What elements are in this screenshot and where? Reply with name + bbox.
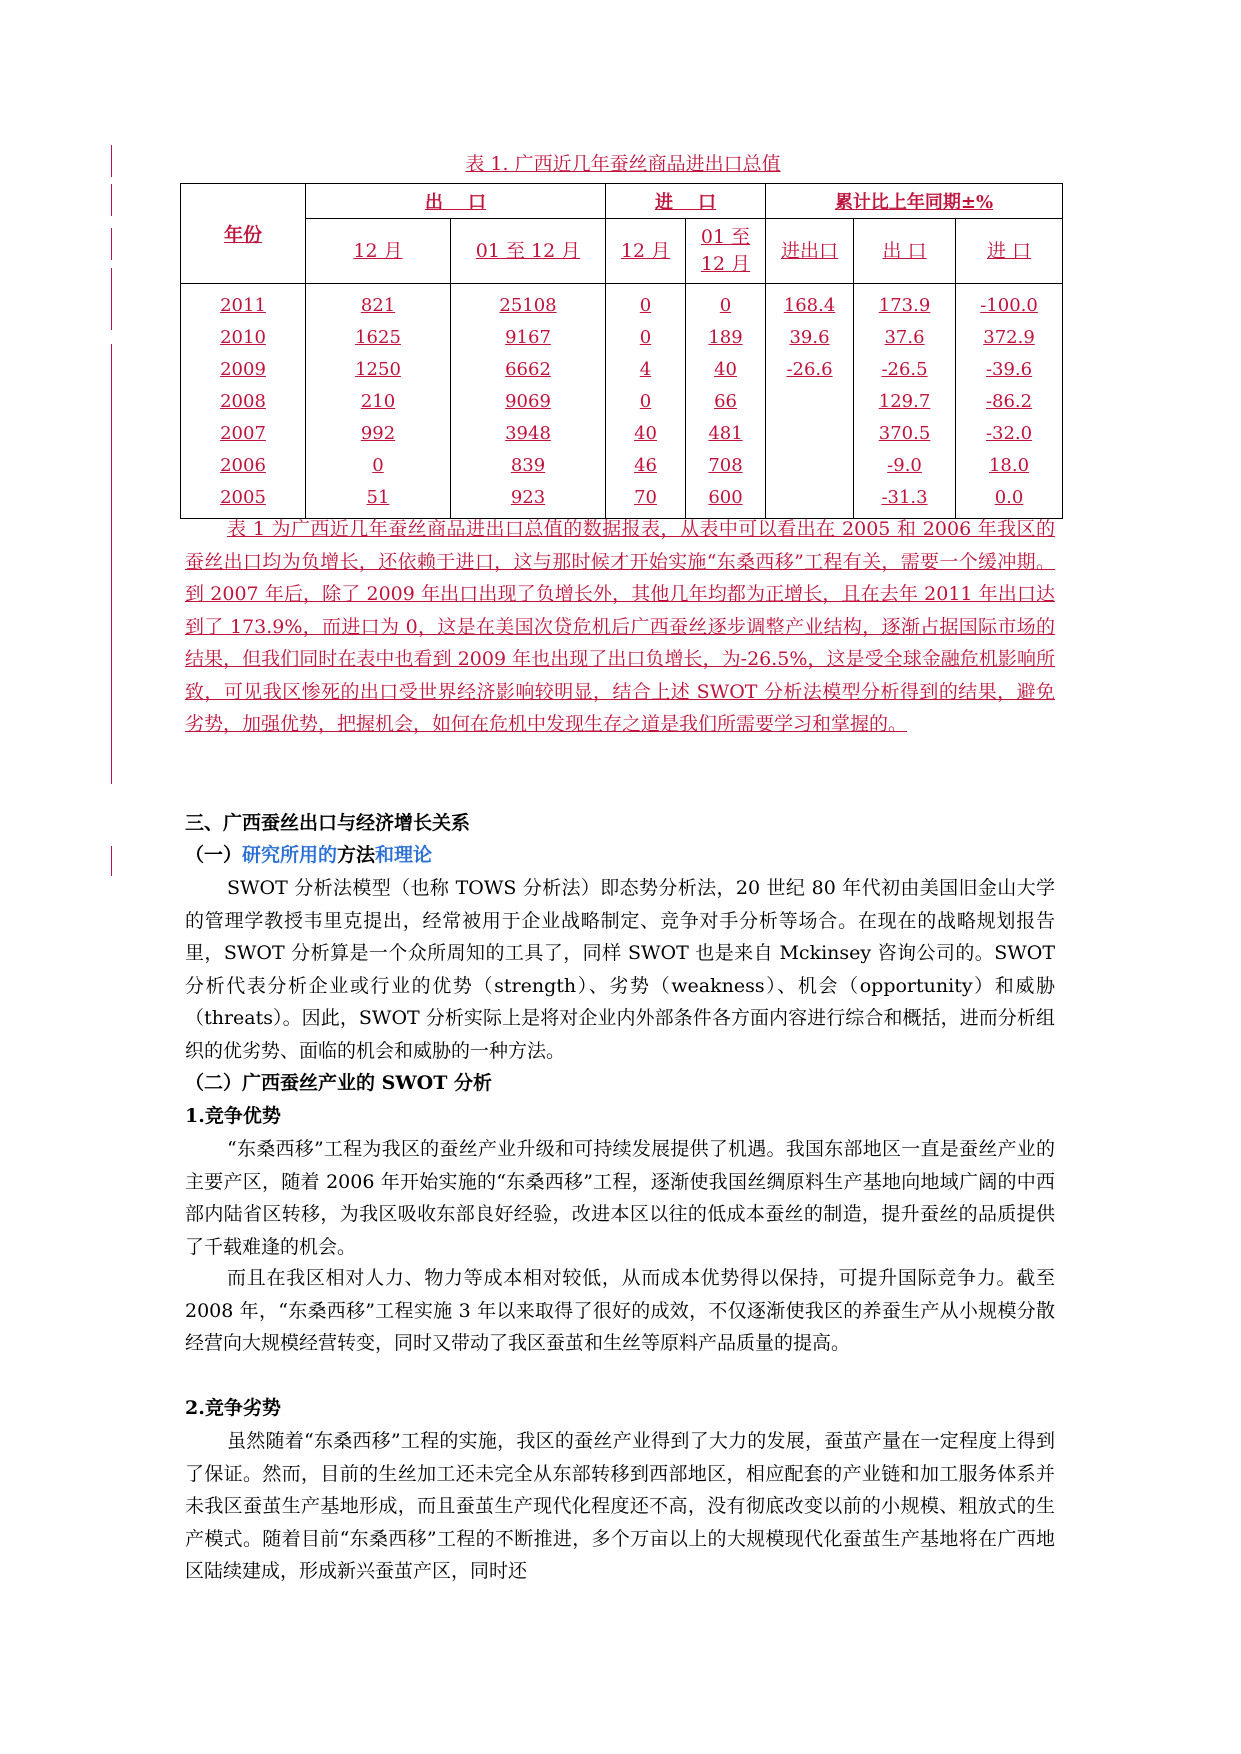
import-ytd-cell: 189 (686, 322, 766, 354)
import-dec-cell: 0 (606, 284, 686, 323)
chg-export-cell: 129.7 (854, 386, 956, 418)
chg-export-header: 出 口 (854, 219, 956, 284)
import-ytd-header-line1: 01 至 (700, 226, 751, 248)
import-dec-cell: 0 (606, 386, 686, 418)
table-row (181, 322, 1063, 354)
chg-import-cell: 18.0 (956, 450, 1063, 482)
year-header: 年份 (181, 184, 306, 284)
import-ytd-header (686, 219, 766, 284)
year-cell: 2010 (181, 322, 306, 354)
year-cell: 2008 (181, 386, 306, 418)
export-dec-cell: 1250 (306, 354, 451, 386)
export-ytd-cell: 3948 (451, 418, 606, 450)
export-ytd-header: 01 至 12 月 (451, 219, 606, 284)
export-dec-header: 12 月 (306, 219, 451, 284)
advantage-heading: 1.竞争优势 (185, 1105, 281, 1127)
import-dec-cell: 46 (606, 450, 686, 482)
advantage-paragraph-2: 而且在我区相对人力、物力等成本相对较低，从而成本优势得以保持，可提升国际竞争力。截至 2008 年，“东桑西移”工程实施 3 年以来取得了很好的成效，不仅逐渐使我区的养蚕生产从小规模分散经营向大规模经营转变，同时又带动了我区蚕茧和生丝等原料产品质量的提高。 (185, 1267, 1055, 1354)
advantage-paragraph-1: “东桑西移”工程为我区的蚕丝产业升级和可持续发展提供了机遇。我国东部地区一直是蚕丝产业的主要产区，随着 2006 年开始实施的“东桑西移”工程，逐渐使我国丝绸原料生产基地向地域广阔的中西部内陆省区转移，为我区吸收东部良好经验，改进本区以往的低成本蚕丝的制造，提升蚕丝的品质提供了千载难逢的机会。 (185, 1138, 1055, 1258)
disadvantage-heading: 2.竞争劣势 (185, 1397, 281, 1419)
heading-text: 方法 (337, 844, 376, 866)
chg-import-cell: -39.6 (956, 354, 1063, 386)
table-row (181, 386, 1063, 418)
import-ytd-cell: 481 (686, 418, 766, 450)
table-row (181, 284, 1063, 323)
export-dec-cell: 1625 (306, 322, 451, 354)
chg-total-cell: -26.6 (766, 354, 854, 386)
chg-export-cell: 370.5 (854, 418, 956, 450)
revision-bar (111, 228, 112, 260)
export-dec-cell: 51 (306, 482, 451, 519)
export-ytd-cell: 9167 (451, 322, 606, 354)
chg-import-cell: 372.9 (956, 322, 1063, 354)
heading-inserted-text: 研究所用的 (242, 844, 338, 866)
import-ytd-cell: 40 (686, 354, 766, 386)
import-dec-cell: 40 (606, 418, 686, 450)
chg-total-cell (766, 386, 854, 418)
chg-total-cell: 39.6 (766, 322, 854, 354)
trade-table (180, 183, 1063, 519)
export-ytd-cell: 923 (451, 482, 606, 519)
table-row (181, 450, 1063, 482)
export-ytd-cell: 839 (451, 450, 606, 482)
export-dec-cell: 992 (306, 418, 451, 450)
year-cell: 2006 (181, 450, 306, 482)
chg-export-cell: 173.9 (854, 284, 956, 323)
table-row (181, 354, 1063, 386)
table-analysis-paragraph: 表 1 为广西近几年蚕丝商品进出口总值的数据报表，从表中可以看出在 2005 和 2006 年我区的蚕丝出口均为负增长，还依赖于进口，这与那时候才开始实施“东桑西移”工程有关，需要一个缓冲期。到 2007 年后，除了 2009 年出口出现了负增长外，其他几年均都为正增长，且在去年 2011 年出口达到了 173.9%，而进口为 0，这是在美国次贷危机后广西蚕丝逐步调整产业结构，逐渐占据国际市场的结果，但我们同时在表中也看到 2009 年也出现了出口负增长，为-26.5%，这是受全球金融危机影响所致，可见我区惨死的出口受世界经济影响较明显，结合上述 SWOT 分析法模型分析得到的结果，避免劣势，加强优势，把握机会，如何在危机中发现生存之道是我们所需要学习和掌握的。 (185, 518, 1055, 735)
subsection-heading-swot: （二）广西蚕丝产业的 SWOT 分析 (185, 1072, 492, 1094)
import-dec-cell: 70 (606, 482, 686, 519)
swot-intro-paragraph: SWOT 分析法模型（也称 TOWS 分析法）即态势分析法，20 世纪 80 年代初由美国旧金山大学的管理学教授韦里克提出，经常被用于企业战略制定、竞争对手分析等场合。在现在的战略规划报告里，SWOT 分析算是一个众所周知的工具了，同样 SWOT 也是来自 Mckinsey 咨询公司的。SWOT 分析代表分析企业或行业的优势（strength）、劣势（weakness）、机会（opportunity）和威胁（threats）。因此，SWOT 分析实际上是将对企业内外部条件各方面内容进行综合和概括，进而分析组织的优劣势、面临的机会和威胁的一种方法。 (185, 877, 1055, 1062)
revision-bar (111, 846, 112, 876)
chg-import-header: 进 口 (956, 219, 1063, 284)
year-cell: 2005 (181, 482, 306, 519)
import-ytd-cell: 708 (686, 450, 766, 482)
heading-prefix: （一） (185, 844, 243, 866)
revision-bar (111, 344, 112, 784)
chg-total-header: 进出口 (766, 219, 854, 284)
import-ytd-cell: 0 (686, 284, 766, 323)
chg-import-cell: -32.0 (956, 418, 1063, 450)
chg-total-cell (766, 418, 854, 450)
import-dec-cell: 0 (606, 322, 686, 354)
chg-export-cell: -26.5 (854, 354, 956, 386)
revision-bar (111, 300, 112, 330)
year-cell: 2009 (181, 354, 306, 386)
export-ytd-cell: 9069 (451, 386, 606, 418)
chg-total-cell: 168.4 (766, 284, 854, 323)
revision-bar (111, 145, 112, 177)
import-header: 进 口 (606, 184, 766, 219)
import-ytd-cell: 600 (686, 482, 766, 519)
disadvantage-paragraph: 虽然随着“东桑西移”工程的实施，我区的蚕丝产业得到了大力的发展，蚕茧产量在一定程度上得到了保证。然而，目前的生丝加工还未完全从东部转移到西部地区，相应配套的产业链和加工服务体系并未我区蚕茧生产基地形成，而且蚕茧生产现代化程度还不高，没有彻底改变以前的小规模、粗放式的生产模式。随着目前“东桑西移”工程的不断推进，多个万亩以上的大规模现代化蚕茧生产基地将在广西地区陆续建成，形成新兴蚕茧产区，同时还 (185, 1430, 1055, 1582)
heading-inserted-text: 和理论 (375, 844, 433, 866)
chg-import-cell: -100.0 (956, 284, 1063, 323)
revision-bar (111, 184, 112, 216)
export-dec-cell: 210 (306, 386, 451, 418)
import-dec-cell: 4 (606, 354, 686, 386)
chg-export-cell: -9.0 (854, 450, 956, 482)
import-ytd-header-line2: 12 月 (700, 253, 751, 275)
chg-import-cell: 0.0 (956, 482, 1063, 519)
chg-export-cell: -31.3 (854, 482, 956, 519)
export-ytd-cell: 25108 (451, 284, 606, 323)
chg-export-cell: 37.6 (854, 322, 956, 354)
table-row (181, 418, 1063, 450)
export-dec-cell: 821 (306, 284, 451, 323)
chg-import-cell: -86.2 (956, 386, 1063, 418)
revision-bar (111, 268, 112, 300)
import-ytd-cell: 66 (686, 386, 766, 418)
export-dec-cell: 0 (306, 450, 451, 482)
chg-total-cell (766, 450, 854, 482)
year-cell: 2007 (181, 418, 306, 450)
import-dec-header: 12 月 (606, 219, 686, 284)
year-cell: 2011 (181, 284, 306, 323)
table-caption: 表 1. 广西近几年蚕丝商品进出口总值 (465, 153, 781, 175)
change-header: 累计比上年同期±% (766, 184, 1063, 219)
export-ytd-cell: 6662 (451, 354, 606, 386)
subsection-heading-methods (185, 840, 432, 870)
export-header: 出 口 (306, 184, 606, 219)
section-heading: 三、广西蚕丝出口与经济增长关系 (185, 812, 471, 834)
